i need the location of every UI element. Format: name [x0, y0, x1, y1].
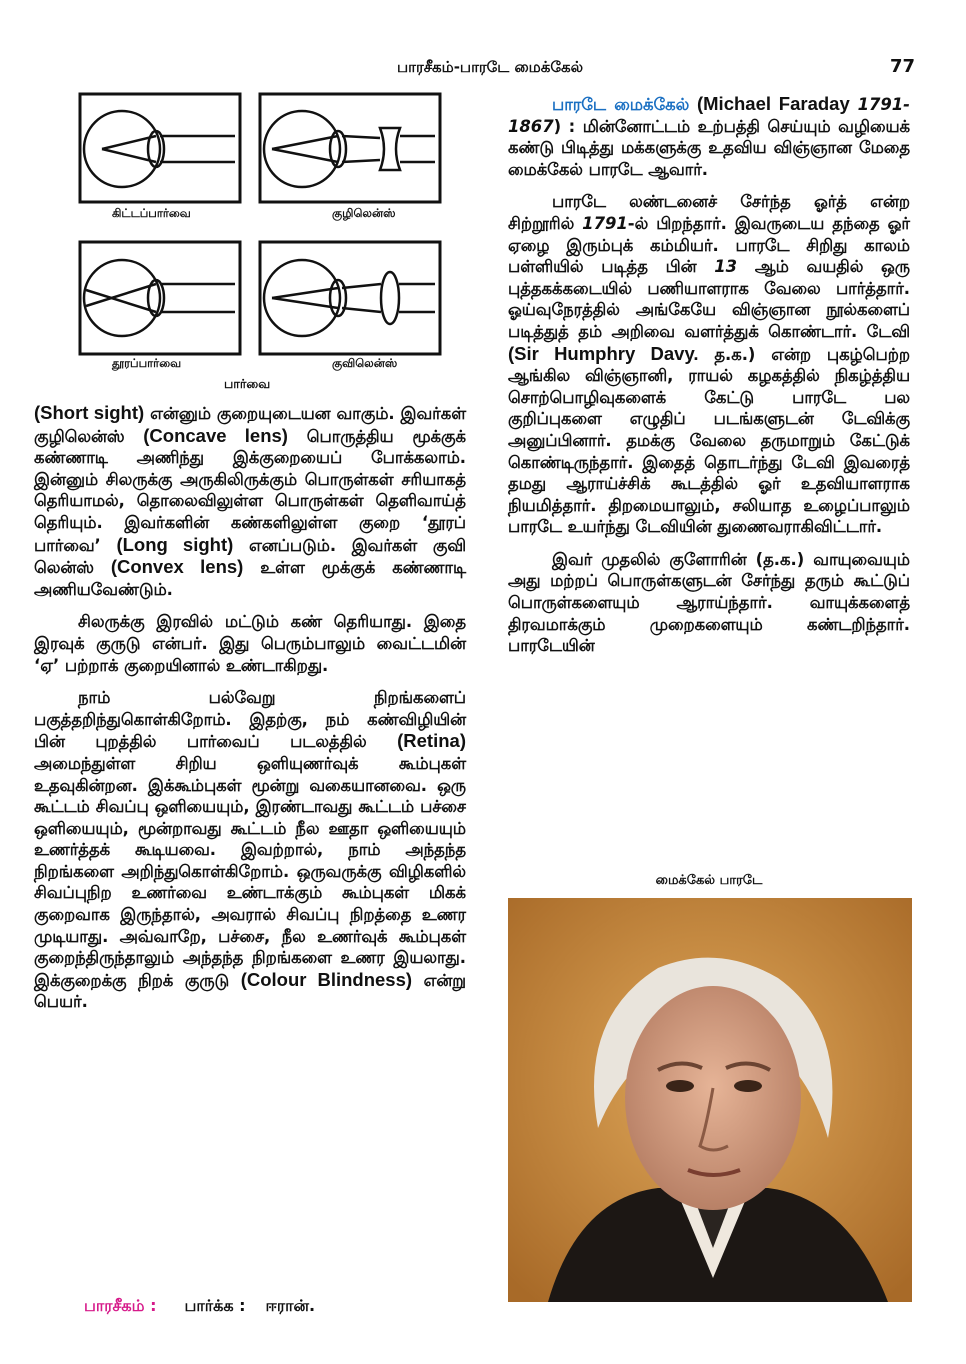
text-run: ஆம் வயதில் ஒரு புத்தகக்கடையில் பணியாளராக வேலை பார்த்தார். ஓய்வுநேரத்தில் அங்கேயே விஞ்ஞான நூல்களைப் படித்துத் தம் அறிவை வளர்த்துக் கொண்டார். டேவி	[508, 257, 910, 341]
caption-concave-lens: குழிலென்ஸ்	[332, 206, 396, 220]
text-run: -ல் பிறந்தார். இவருடைய தந்தை ஓர் ஏழை இரும்புக் கம்மியர். பாரடே சிறிது காலம் பள்ளியில் படித்த பின்	[508, 213, 910, 277]
page-header	[0, 58, 966, 88]
caption-short-sight: கிட்டப்பார்வை	[112, 206, 191, 220]
caption-long-sight: தூரப்பார்வை	[112, 356, 182, 370]
text-run: ) : மின்னோட்டம் உற்பத்தி செய்யும் வழியைக் கண்டு பிடித்து மக்களுக்கு உதவிய விஞ்ஞான மேதை மைக்கேல் பாரடே ஆவார்.	[508, 116, 910, 179]
eye-diagram-illustration	[50, 92, 470, 392]
left-column	[34, 402, 466, 1024]
text-run: என்று பெயர்.	[34, 970, 466, 1012]
paragraph-faraday-research: இவர் முதலில் குளோரின் (த.க.) வாயுவையும் அது மற்றப் பொருள்களுடன் சேர்ந்து தரும் கூட்டுப் பொருள்களையும் ஆராய்ந்தார். வாயுக்களைத் திரவமாக்கும் முறைகளையும் கண்டறிந்தார். பாரடேயின்	[508, 549, 910, 656]
paragraph-night-blindness: சிலருக்கு இரவில் மட்டும் கண் தெரியாது. இதை இரவுக் குருடு என்பர். இது பெரும்பாலும் வைட்டமின் ‘ஏ’ பற்றாக் குறையினால் உண்டாகிறது.	[34, 612, 466, 675]
english-name: (Michael Faraday	[689, 93, 858, 114]
term-humphry-davy: (Sir Humphry Davy.	[508, 342, 699, 364]
eye-diagram-figure	[50, 92, 470, 392]
text-run: த.க.) என்ற புகழ்பெற்ற ஆங்கில விஞ்ஞானி, ராயல் கழகத்தில் நிகழ்த்திய சொற்பொழிவுகளைக் கேட்டு பாரடே பல குறிப்புகளை எழுதிப் படங்களுடன் டேவிக்கு அனுப்பினார். தமக்கு வேலை தருமாறும் கேட்டுக் கொண்டிருந்தார். இதைத் தொடர்ந்து டேவி இவரைத் தமது ஆராய்ச்சிக் கூடத்தில் ஓர் உதவியாளராக நியமித்தார். திறமையாலும், சலியாத உழைப்பாலும் பாரடே உயர்ந்து டேவியின் துணைவராகிவிட்டார்.	[508, 344, 911, 537]
paragraph-faraday-life	[508, 191, 910, 538]
term-long-sight: (Long sight)	[116, 533, 234, 555]
term-convex-lens: (Convex lens)	[110, 556, 244, 578]
term-short-sight: (Short sight)	[34, 402, 145, 423]
caption-convex-lens: குவிலென்ஸ்	[332, 356, 398, 370]
term-colour-blindness: (Colour Blindness)	[240, 968, 413, 990]
text-run: அமைந்துள்ள சிறிய ஒளியுணர்வுக் கூம்புகள் உதவுகின்றன. இக்கூம்புகள் மூன்று வகையானவை. ஒரு கூட்டம் சிவப்பு ஒளியையும், இரண்டாவது கூட்டம் பச்சை ஒளியையும், மூன்றாவது கூட்டம் நீல ஊதா ஒளியையும் உணர்த்தக் கூடியவை. இவற்றால், நாம் அந்தந்த நிறங்களை அறிந்துகொள்கிறோம். ஒருவருக்கு விழிகளில் சிவப்புநிற உணர்வை உண்டாக்கும் கூம்புகள் மிகக் குறைவாக இருந்தால், அவரால் சிவப்பு நிறத்தை உணர முடியாது. அவ்வாறே, பச்சை, நீல உணர்வுக் கூம்புகள் குறைந்திருந்தாலும் அந்தந்த நிறங்களை உணர இயலாது. இக்குறைக்கு நிறக் குருடு	[34, 753, 466, 990]
text-run: பாரடே லண்டனைச் சேர்ந்த ஓர்த் என்ற சிற்றூரில்	[508, 192, 910, 233]
entry-heading: பாரடே மைக்கேல்	[552, 95, 690, 114]
see-also-entry	[84, 1296, 315, 1317]
birth-year: 1791	[582, 213, 628, 233]
age: 13	[714, 257, 738, 277]
figure-title: பார்வை	[224, 376, 271, 391]
term-retina: (Retina)	[397, 730, 466, 752]
paragraph-colour-vision	[34, 687, 466, 1013]
text-run: எனப்படும். இவர்கள் குவி லென்ஸ்	[34, 535, 466, 578]
term-concave-lens: (Concave lens)	[143, 424, 288, 446]
life-years: 1791-1867	[508, 95, 910, 136]
text-run: பொருத்திய மூக்குக் கண்ணாடி அணிந்து இக்குறையைப் போக்கலாம். இன்னும் சிலருக்கு அருகிலிருக்கும் பொருள்கள் சரியாகத் தெரியாமல், தொலைவிலுள்ள பொருள்கள் தெளிவாய்த் தெரியும். இவர்களின் கண்களிலுள்ள குறை ‘தூரப் பார்வை’	[34, 426, 466, 555]
paragraph-faraday-intro	[508, 93, 910, 180]
text-run: உள்ள மூக்குக் கண்ணாடி அணியவேண்டும்.	[34, 558, 467, 599]
running-title: பாரசீகம்-பாரடே மைக்கேல்	[396, 58, 584, 76]
portrait-caption: மைக்கேல் பாரடே	[655, 873, 763, 888]
see-also-label: பார்க்க :	[184, 1296, 246, 1315]
text-run: என்னும் குறையுடையன வாகும். இவர்கள் குழிலென்ஸ்	[34, 404, 467, 446]
see-also-target[interactable]: ஈரான்.	[265, 1296, 316, 1315]
page-number: 77	[890, 56, 916, 77]
text-run: நாம் பல்வேறு நிறங்களைப் பகுத்தறிந்துகொள்கிறோம். இதற்கு, நம் கண்விழியின் பின் புறத்தில் பார்வைப் படலத்தில்	[34, 688, 466, 752]
see-also-term: பாரசீகம் :	[84, 1296, 157, 1315]
right-column	[508, 93, 910, 668]
faraday-portrait-image	[508, 898, 912, 1302]
paragraph-sight-defects	[34, 402, 466, 600]
